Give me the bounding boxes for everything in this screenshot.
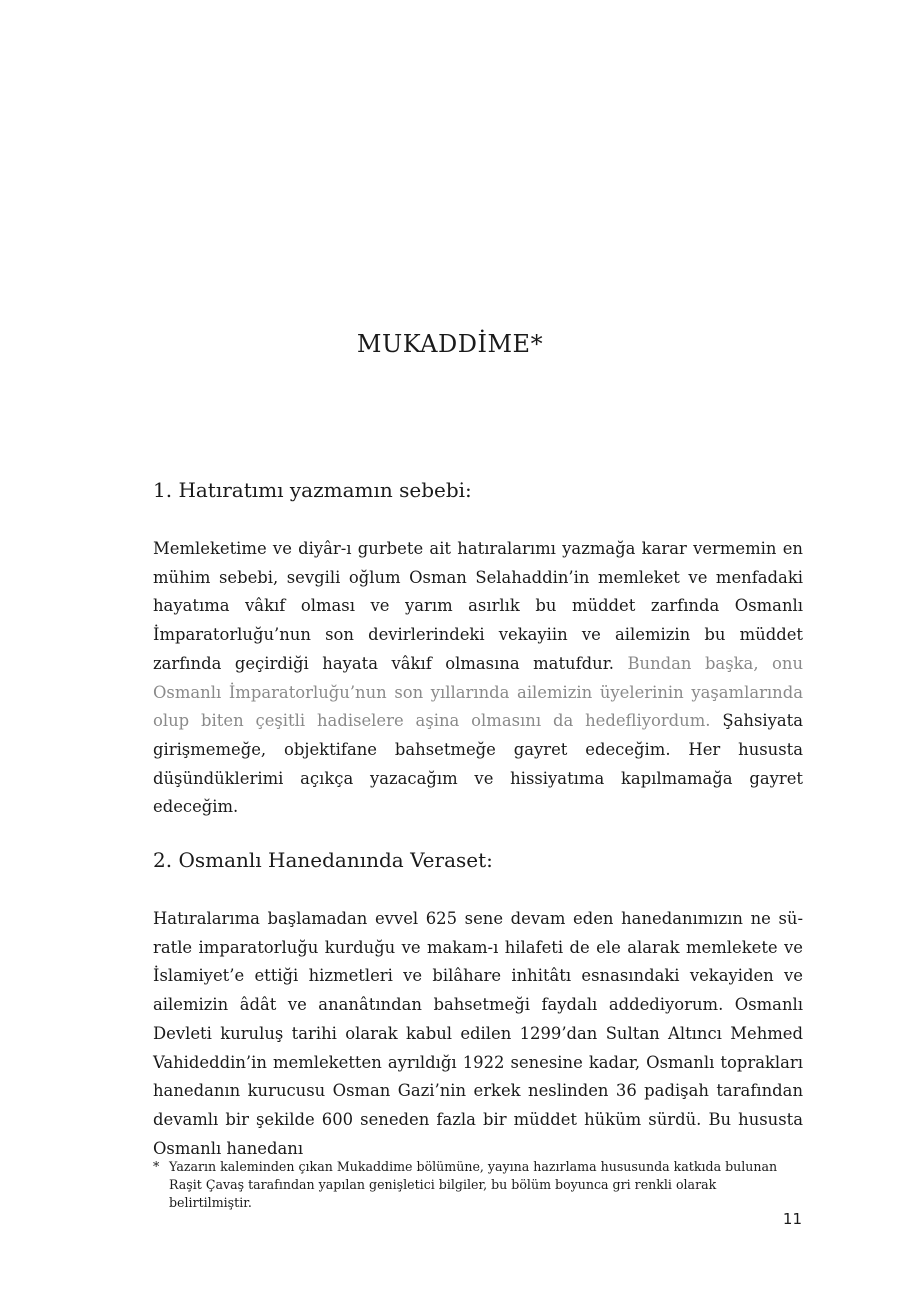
section-heading-2: 2. Osmanlı Hanedanında Veraset: (153, 848, 493, 872)
footnote (153, 1158, 803, 1212)
footnote-marker: * (153, 1159, 160, 1174)
paragraph-text: Şahsiyata girişmemeğe, objektifane bahsetmeğe gayret edeceğim. Her hususta düşündüklerimi açıkça yazacağım ve hissiyatıma kapılmamağa gayret edeceğim. (153, 711, 803, 817)
paragraph-text: Memleketime ve diyâr-ı gurbete ait hatıralarımı yazmağa karar vermemin en mühim sebebi, sevgili oğlum Osman Selahaddin’in memleket ve menfadaki hayatıma vâkıf olması ve yarım asırlık bu müddet zarfında Osmanlı İmparatorluğu’nun son devirlerindeki vekayiin ve ailemizin bu müddet zarfında geçirdiği hayata vâkıf olmasına matufdur. (153, 539, 803, 673)
page-number: 11 (782, 1210, 802, 1228)
chapter-title: MUKADDİME* (356, 330, 544, 358)
footnote-text: Yazarın kaleminden çıkan Mukaddime bölümüne, yayına hazırlama hususunda katkıda bulunan Raşit Çavaş tarafından yapılan genişletici bilgiler, bu bölüm boyunca gri renkli olarak belirtilmiştir. (169, 1159, 778, 1210)
section-heading-1: 1. Hatıratımı yazmamın sebebi: (153, 478, 472, 502)
section-1-paragraph (153, 535, 803, 822)
editor-addition-gray-text: Bundan başka, onu Osmanlı İmparatorluğu’nun son yıllarında ailemizin üyelerinin yaşamlarında olup biten çeşitli hadiselere aşina olmasını da hedefliyordum. (153, 653, 803, 731)
section-2-paragraph: Hatıralarıma başlamadan evvel 625 sene devam eden hanedanımızın ne süratle imparatorluğu kurduğu ve makam-ı hilafeti de ele alarak memlekete ve İslamiyet’e ettiği hizmetleri ve bilâhare inhitâtı esnasındaki vekayiden ve ailemizin âdât ve ananâtından bahsetmeği faydalı addediyorum. Osmanlı Devleti kuruluş tarihi olarak kabul edilen 1299’dan Sultan Altıncı Mehmed Vahideddin’in memleketten ayrıldığı 1922 senesine kadar, Osmanlı toprakları hanedanın kurucusu Osman Gazi’nin erkek neslinden 36 padişah tarafından devamlı bir şekilde 600 seneden fazla bir müddet hüküm sürdü. Bu hususta Osmanlı hanedanı (153, 909, 803, 1158)
